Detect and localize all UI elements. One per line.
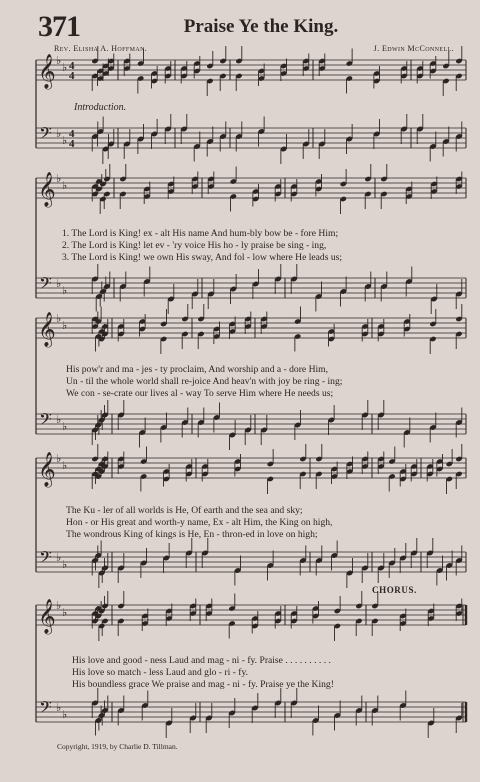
flat-sign: ♭	[62, 606, 68, 619]
flat-sign: ♭	[56, 413, 62, 426]
flat-sign: ♭	[56, 452, 62, 465]
bass-clef-icon: 𝄢	[39, 409, 52, 433]
introduction-label: Introduction.	[74, 102, 127, 113]
copyright-notice: Copyright, 1919, by Charlie D. Tillman.	[57, 742, 178, 751]
hymn-number: 371	[38, 10, 80, 43]
flat-sign: ♭	[62, 284, 68, 297]
treble-clef-icon: 𝄞	[38, 54, 56, 89]
lyric-line: The wondrous King of kings is He, En - thron-ed in love on high;	[66, 529, 318, 540]
lyric-line: The Ku - ler of all worlds is He, Of earth and the sea and sky;	[66, 505, 303, 516]
time-signature: 4	[69, 60, 75, 72]
flat-sign: ♭	[62, 420, 68, 433]
treble-clef-icon: 𝄞	[38, 172, 56, 207]
lyric-line: We con - se-crate our lives al - way To serve Him where He needs us;	[66, 388, 334, 399]
flat-sign: ♭	[56, 54, 62, 67]
flat-sign: ♭	[62, 179, 68, 192]
lyricist-credit: Rev. Elisha A. Hoffman.	[54, 44, 148, 53]
treble-clef-icon: 𝄞	[38, 599, 56, 634]
lyric-line: His boundless grace We praise and mag - ni - fy. Praise ye the King!	[72, 679, 334, 690]
flat-sign: ♭	[62, 319, 68, 332]
flat-sign: ♭	[62, 558, 68, 571]
lyric-line: 1. The Lord is King! ex - alt His name And hum-bly bow be - fore Him;	[62, 228, 339, 239]
flat-sign: ♭	[56, 312, 62, 325]
lyric-line: His love and good - ness Laud and mag - ni - fy. Praise . . . . . . . . . .	[72, 655, 331, 666]
lyric-line: His pow'r and ma - jes - ty proclaim, And worship and a - dore Him,	[66, 364, 329, 375]
lyric-line: Hon - or His great and worth-y name, Ex - alt Him, the King on high,	[66, 517, 333, 528]
treble-clef-icon: 𝄞	[38, 452, 56, 487]
treble-clef-icon: 𝄞	[38, 312, 56, 347]
lyric-line: His love so match - less Laud and glo - ri - fy.	[72, 667, 249, 678]
flat-sign: ♭	[56, 599, 62, 612]
flat-sign: ♭	[56, 172, 62, 185]
composer-credit: J. Edwin McConnell.	[373, 44, 454, 53]
flat-sign: ♭	[62, 61, 68, 74]
flat-sign: ♭	[56, 127, 62, 140]
hymn-title: Praise Ye the King.	[183, 16, 339, 37]
time-signature: 4	[69, 128, 75, 140]
bass-clef-icon: 𝄢	[39, 123, 52, 147]
time-signature: 4	[69, 138, 75, 150]
flat-sign: ♭	[62, 708, 68, 721]
flat-sign: ♭	[56, 701, 62, 714]
chorus-label: CHORUS.	[372, 585, 417, 595]
lyric-line: 3. The Lord is King! we own His sway, And fol - low where He leads us;	[62, 252, 343, 263]
bass-clef-icon: 𝄢	[39, 547, 52, 571]
lyric-line: Un - til the whole world shall re-joice And heav'n with joy be ring - ing;	[66, 376, 343, 387]
flat-sign: ♭	[56, 277, 62, 290]
flat-sign: ♭	[62, 134, 68, 147]
bass-clef-icon: 𝄢	[39, 273, 52, 297]
flat-sign: ♭	[56, 551, 62, 564]
flat-sign: ♭	[62, 459, 68, 472]
bass-clef-icon: 𝄢	[39, 697, 52, 721]
time-signature: 4	[69, 70, 75, 82]
lyric-line: 2. The Lord is King! let ev - 'ry voice His ho - ly praise be sing - ing,	[62, 240, 327, 251]
